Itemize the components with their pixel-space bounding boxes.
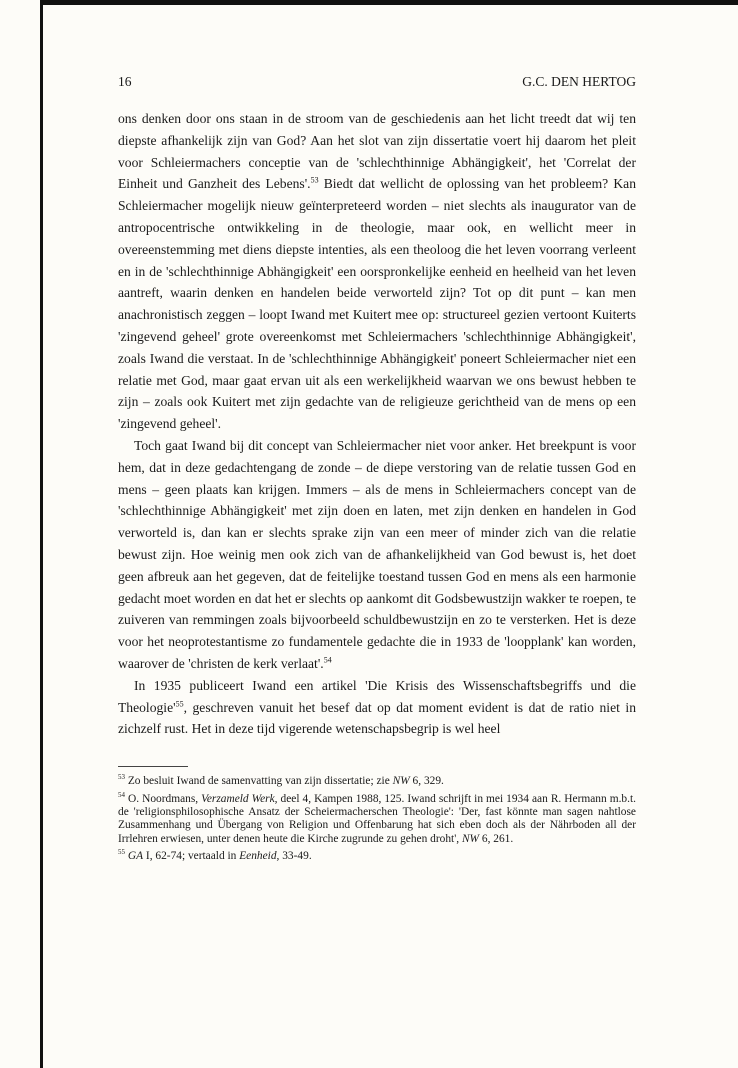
text-run: In 1935 publiceert Iwand een artikel 'Die Krisis des Wissenschaftsbegriffs und die Theologie' bbox=[118, 677, 636, 715]
text-run: deel 4, Kampen 1988, 125. Iwand schrijft in mei 1934 aan R. Hermann m.b.t. de 'religionsphilosophische Ansatz der Scheiermacherschen Theologie': 'Der, fast könnte man sagen nahtlose Zusammenhang und Übergang von Religion und Offenbarung hat sich eben doch als der Nährboden all der Irrlehren erwiesen, unter denen heute die Kirche zugrunde zu gehen droht', bbox=[118, 792, 636, 845]
running-title: G.C. DEN HERTOG bbox=[522, 74, 636, 89]
running-header bbox=[118, 74, 636, 90]
body-text bbox=[118, 108, 636, 740]
footnote-reference: 53 bbox=[310, 175, 319, 185]
top-border-rule bbox=[40, 0, 738, 5]
footnotes bbox=[118, 775, 636, 863]
text-run: 33-49. bbox=[279, 850, 312, 863]
italic-text: Verzameld Werk, bbox=[201, 792, 278, 805]
italic-text: GA bbox=[127, 850, 144, 863]
footnote-reference: 55 bbox=[175, 698, 184, 708]
footnote bbox=[118, 790, 636, 847]
paragraph bbox=[118, 108, 636, 435]
book-page bbox=[118, 74, 636, 868]
text-run: ons denken door ons staan in de stroom van de geschiedenis aan het licht treedt dat wij ten diepste afhankelijk zijn van God? Aan het slot van zijn dissertatie voert hij daarom het pleit voor Schleiermachers conceptie van de 'schlechthinnige Abhängigkeit', het 'Correlat der Einheit und Ganzheit des Lebens'. bbox=[118, 111, 636, 192]
footnote bbox=[118, 850, 636, 863]
page-number: 16 bbox=[118, 74, 132, 89]
text-run: O. Noordmans, bbox=[125, 792, 202, 805]
italic-text: NW bbox=[392, 775, 410, 788]
footnote-separator bbox=[118, 766, 188, 767]
paragraph bbox=[118, 435, 636, 675]
footnote-reference: 55 bbox=[118, 848, 125, 857]
italic-text: NW bbox=[461, 832, 480, 845]
text-run: , geschreven vanuit het besef dat op dat moment evident is dat de ratio niet in zichzelf rust. Het in deze tijd vigerende wetenschapsbegrip is wel heel bbox=[118, 699, 636, 737]
footnote bbox=[118, 775, 636, 788]
text-run: Toch gaat Iwand bij dit concept van Schleiermacher niet voor anker. Het breekpunt is voor hem, dat in deze gedachtengang de zonde – de diepe verstoring van de relatie tussen God en mens – geen plaats kan krijgen. Immers – als de mens in Schleiermachers concept van de 'schlechthinnige Abhängigkeit' met zijn doen en laten, met zijn denken en handelen in God verworteld is, dan kan er slechts sprake zijn van een meer of minder zich van die relatie bewust zijn. Hoe weinig men ook zich van de afhankelijkheid van God bewust is, het doet geen afbreuk aan het gegeven, dat de feitelijke toestand tussen God en mens als een harmonie gedacht moet worden en dat het er slechts op aankomt dit Godsbewustzijn wakker te roepen, te zuiveren van remmingen zoals bijvoorbeeld schuldbewustzijn en zo te versterken. Het is deze voor het neoprotestantisme zo fundamentele gedachte die in 1933 de 'loopplank' kan worden, waarover de 'christen de kerk verlaat'. bbox=[118, 437, 636, 671]
paragraph bbox=[118, 675, 636, 740]
footnote-reference: 53 bbox=[118, 773, 125, 782]
italic-text: Eenheid, bbox=[239, 850, 280, 863]
text-run: Zo besluit Iwand de samenvatting van zijn dissertatie; zie bbox=[125, 775, 393, 788]
text-run: 6, 261. bbox=[479, 832, 514, 845]
text-run: 6, 329. bbox=[409, 775, 444, 788]
text-run: Biedt dat wellicht de oplossing van het probleem? Kan Schleiermacher mogelijk nieuw geïnterpreteerd worden – niet slechts als inaugurator van de antropocentrische ontwikkeling in de theologie, maar ook, en wellicht meer in overeenstemming met diens diepste intenties, als een theoloog die het leven voorrang verleent en in de 'schlechthinnige Abhängigkeit' een oorspronkelijke eenheid en heelheid van het leven aantreft, waarin denken en handelen beide verworteld zijn? Tot op dit punt – kan men anachronistisch zeggen – loopt Iwand met Kuitert mee op: structureel gezien vertoont Kuiterts 'zingevend geheel' grote overeenkomst met Schleiermachers 'schlechthinnige Abhängigkeit', zoals Iwand die verstaat. In de 'schlechthinnige Abhängigkeit' poneert Schleiermacher niet een relatie met God, maar gaat ervan uit als een werkelijkheid waarvan we ons bewust hebben te zijn – zoals ook Kuitert met zijn gedachte van de religieuze gerichtheid van de mens op een 'zingevend geheel'. bbox=[118, 176, 636, 432]
footnote-reference: 54 bbox=[118, 790, 125, 799]
text-run: I, 62-74; vertaald in bbox=[143, 850, 240, 863]
footnote-reference: 54 bbox=[323, 655, 332, 665]
left-border-rule bbox=[40, 0, 43, 1068]
